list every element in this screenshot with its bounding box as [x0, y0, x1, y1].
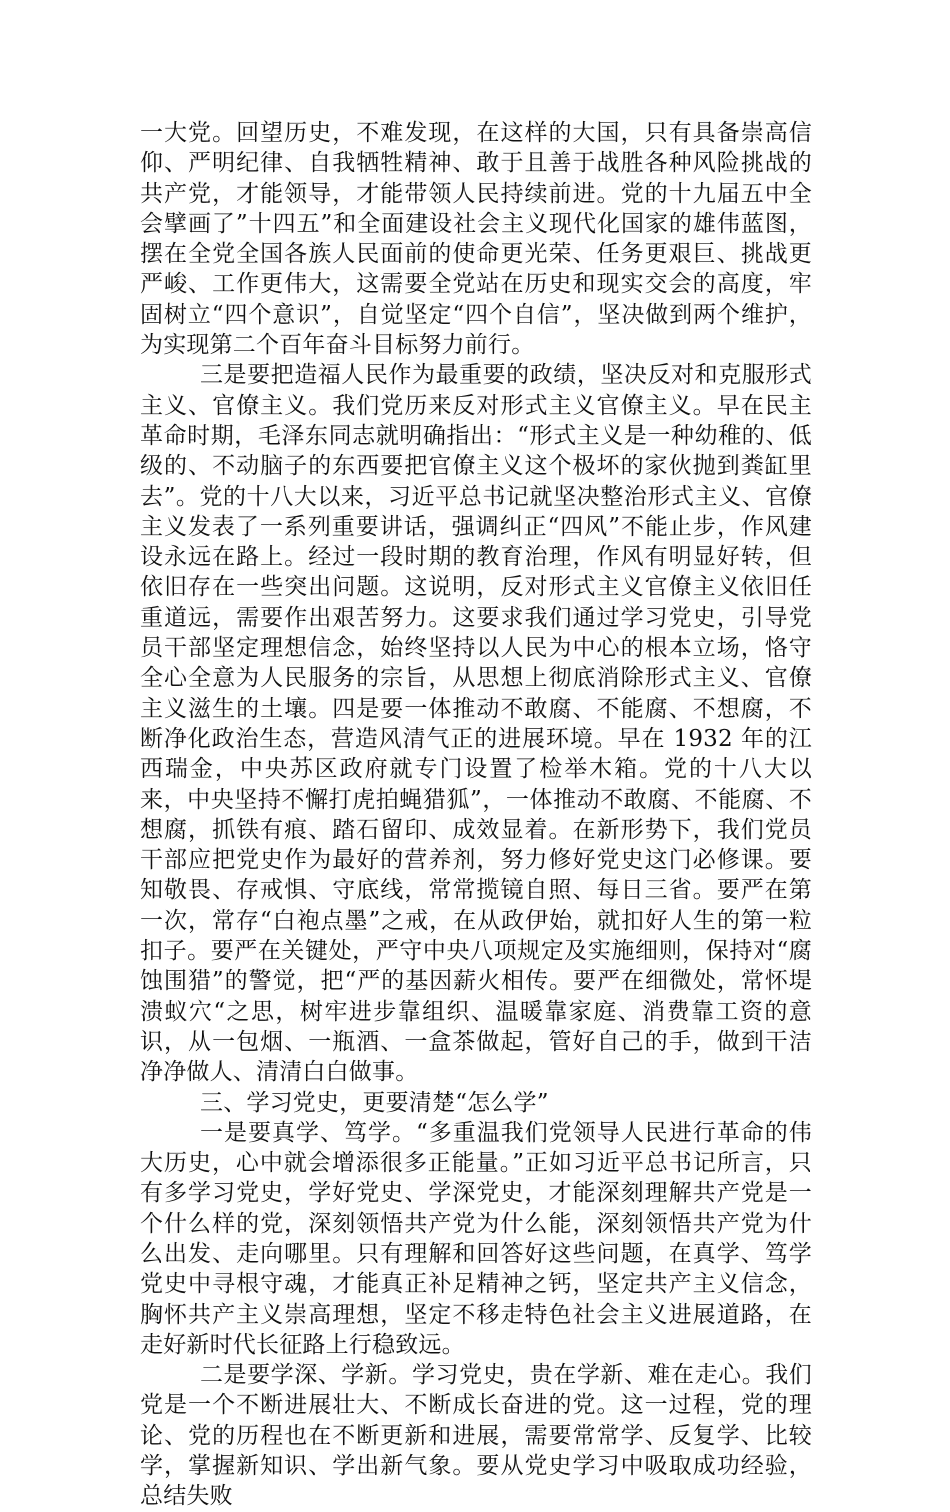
- paragraph-continuation: 一大党。回望历史，不难发现，在这样的大国，只有具备崇高信仰、严明纪律、自我牺牲精神、敢于且善于战胜各种风险挑战的共产党，才能领导，才能带领人民持续前进。党的十九届五中全会擘画了”十四五”和全面建设社会主义现代化国家的雄伟蓝图，摆在全党全国各族人民面前的使命更光荣、任务更艰巨、挑战更严峻、工作更伟大，这需要全党站在历史和现实交会的高度，牢固树立“四个意识”，自觉坚定“四个自信”，坚决做到两个维护，为实现第二个百年奋斗目标努力前行。: [140, 120, 812, 359]
- paragraph-one: 一是要真学、笃学。“多重温我们党领导人民进行革命的伟大历史，心中就会增添很多正能量。”正如习近平总书记所言，只有多学习党史，学好党史、学深党史，才能深刻理解共产党是一个什么样的党，深刻领悟共产党为什么能，深刻领悟共产党为什么出发、走向哪里。只有理解和回答好这些问题，在真学、笃学党史中寻根守魂，才能真正补足精神之钙，坚定共产主义信念，胸怀共产主义崇高理想，坚定不移走特色社会主义进展道路，在走好新时代长征路上行稳致远。: [140, 1119, 812, 1358]
- document-body: [140, 118, 812, 1512]
- paragraph-three: 三是要把造福人民作为最重要的政绩，坚决反对和克服形式主义、官僚主义。我们党历来反对形式主义官僚主义。早在民主革命时期，毛泽东同志就明确指出：“形式主义是一种幼稚的、低级的、不动脑子的东西要把官僚主义这个极坏的家伙抛到粪缸里去”。党的十八大以来，习近平总书记就坚决整治形式主义、官僚主义发表了一系列重要讲话，强调纠正“四风”不能止步，作风建设永远在路上。经过一段时期的教育治理，作风有明显好转，但依旧存在一些突出问题。这说明，反对形式主义官僚主义依旧任重道远，需要作出艰苦努力。这要求我们通过学习党史，引导党员干部坚定理想信念，始终坚持以人民为中心的根本立场，恪守全心全意为人民服务的宗旨，从思想上彻底消除形式主义、官僚主义滋生的土壤。四是要一体推动不敢腐、不能腐、不想腐，不断净化政治生态，营造风清气正的进展环境。早在 1932 年的江西瑞金，中央苏区政府就专门设置了检举木箱。党的十八大以来，中央坚持不懈打虎拍蝇猎狐”，一体推动不敢腐、不能腐、不想腐，抓铁有痕、踏石留印、成效显着。在新形势下，我们党员干部应把党史作为最好的营养剂，努力修好党史这门必修课。要知敬畏、存戒惧、守底线，常常揽镜自照、每日三省。要严在第一次，常存“白袍点墨”之戒，在从政伊始，就扣好人生的第一粒扣子。要严在关键处，严守中央八项规定及实施细则，保持对“腐蚀围猎”的警觉，把“严的基因薪火相传。要严在细微处，常怀堤溃蚁穴“之思，树牢进步靠组织、温暖靠家庭、消费靠工资的意识，从一包烟、一瓶酒、一盒茶做起，管好自己的手，做到干洁净净做人、清清白白做事。: [140, 362, 812, 1086]
- section-heading: 三、学习党史，更要清楚“怎么学”: [200, 1089, 549, 1116]
- paragraph-two: 二是要学深、学新。学习党史，贵在学新、难在走心。我们党是一个不断进展壮大、不断成长奋进的党。这一过程，党的理论、党的历程也在不断更新和进展，需要常常学、反复学、比较学，掌握新知识、学出新气象。要从党史学习中吸取成功经验，总结失败: [140, 1362, 812, 1510]
